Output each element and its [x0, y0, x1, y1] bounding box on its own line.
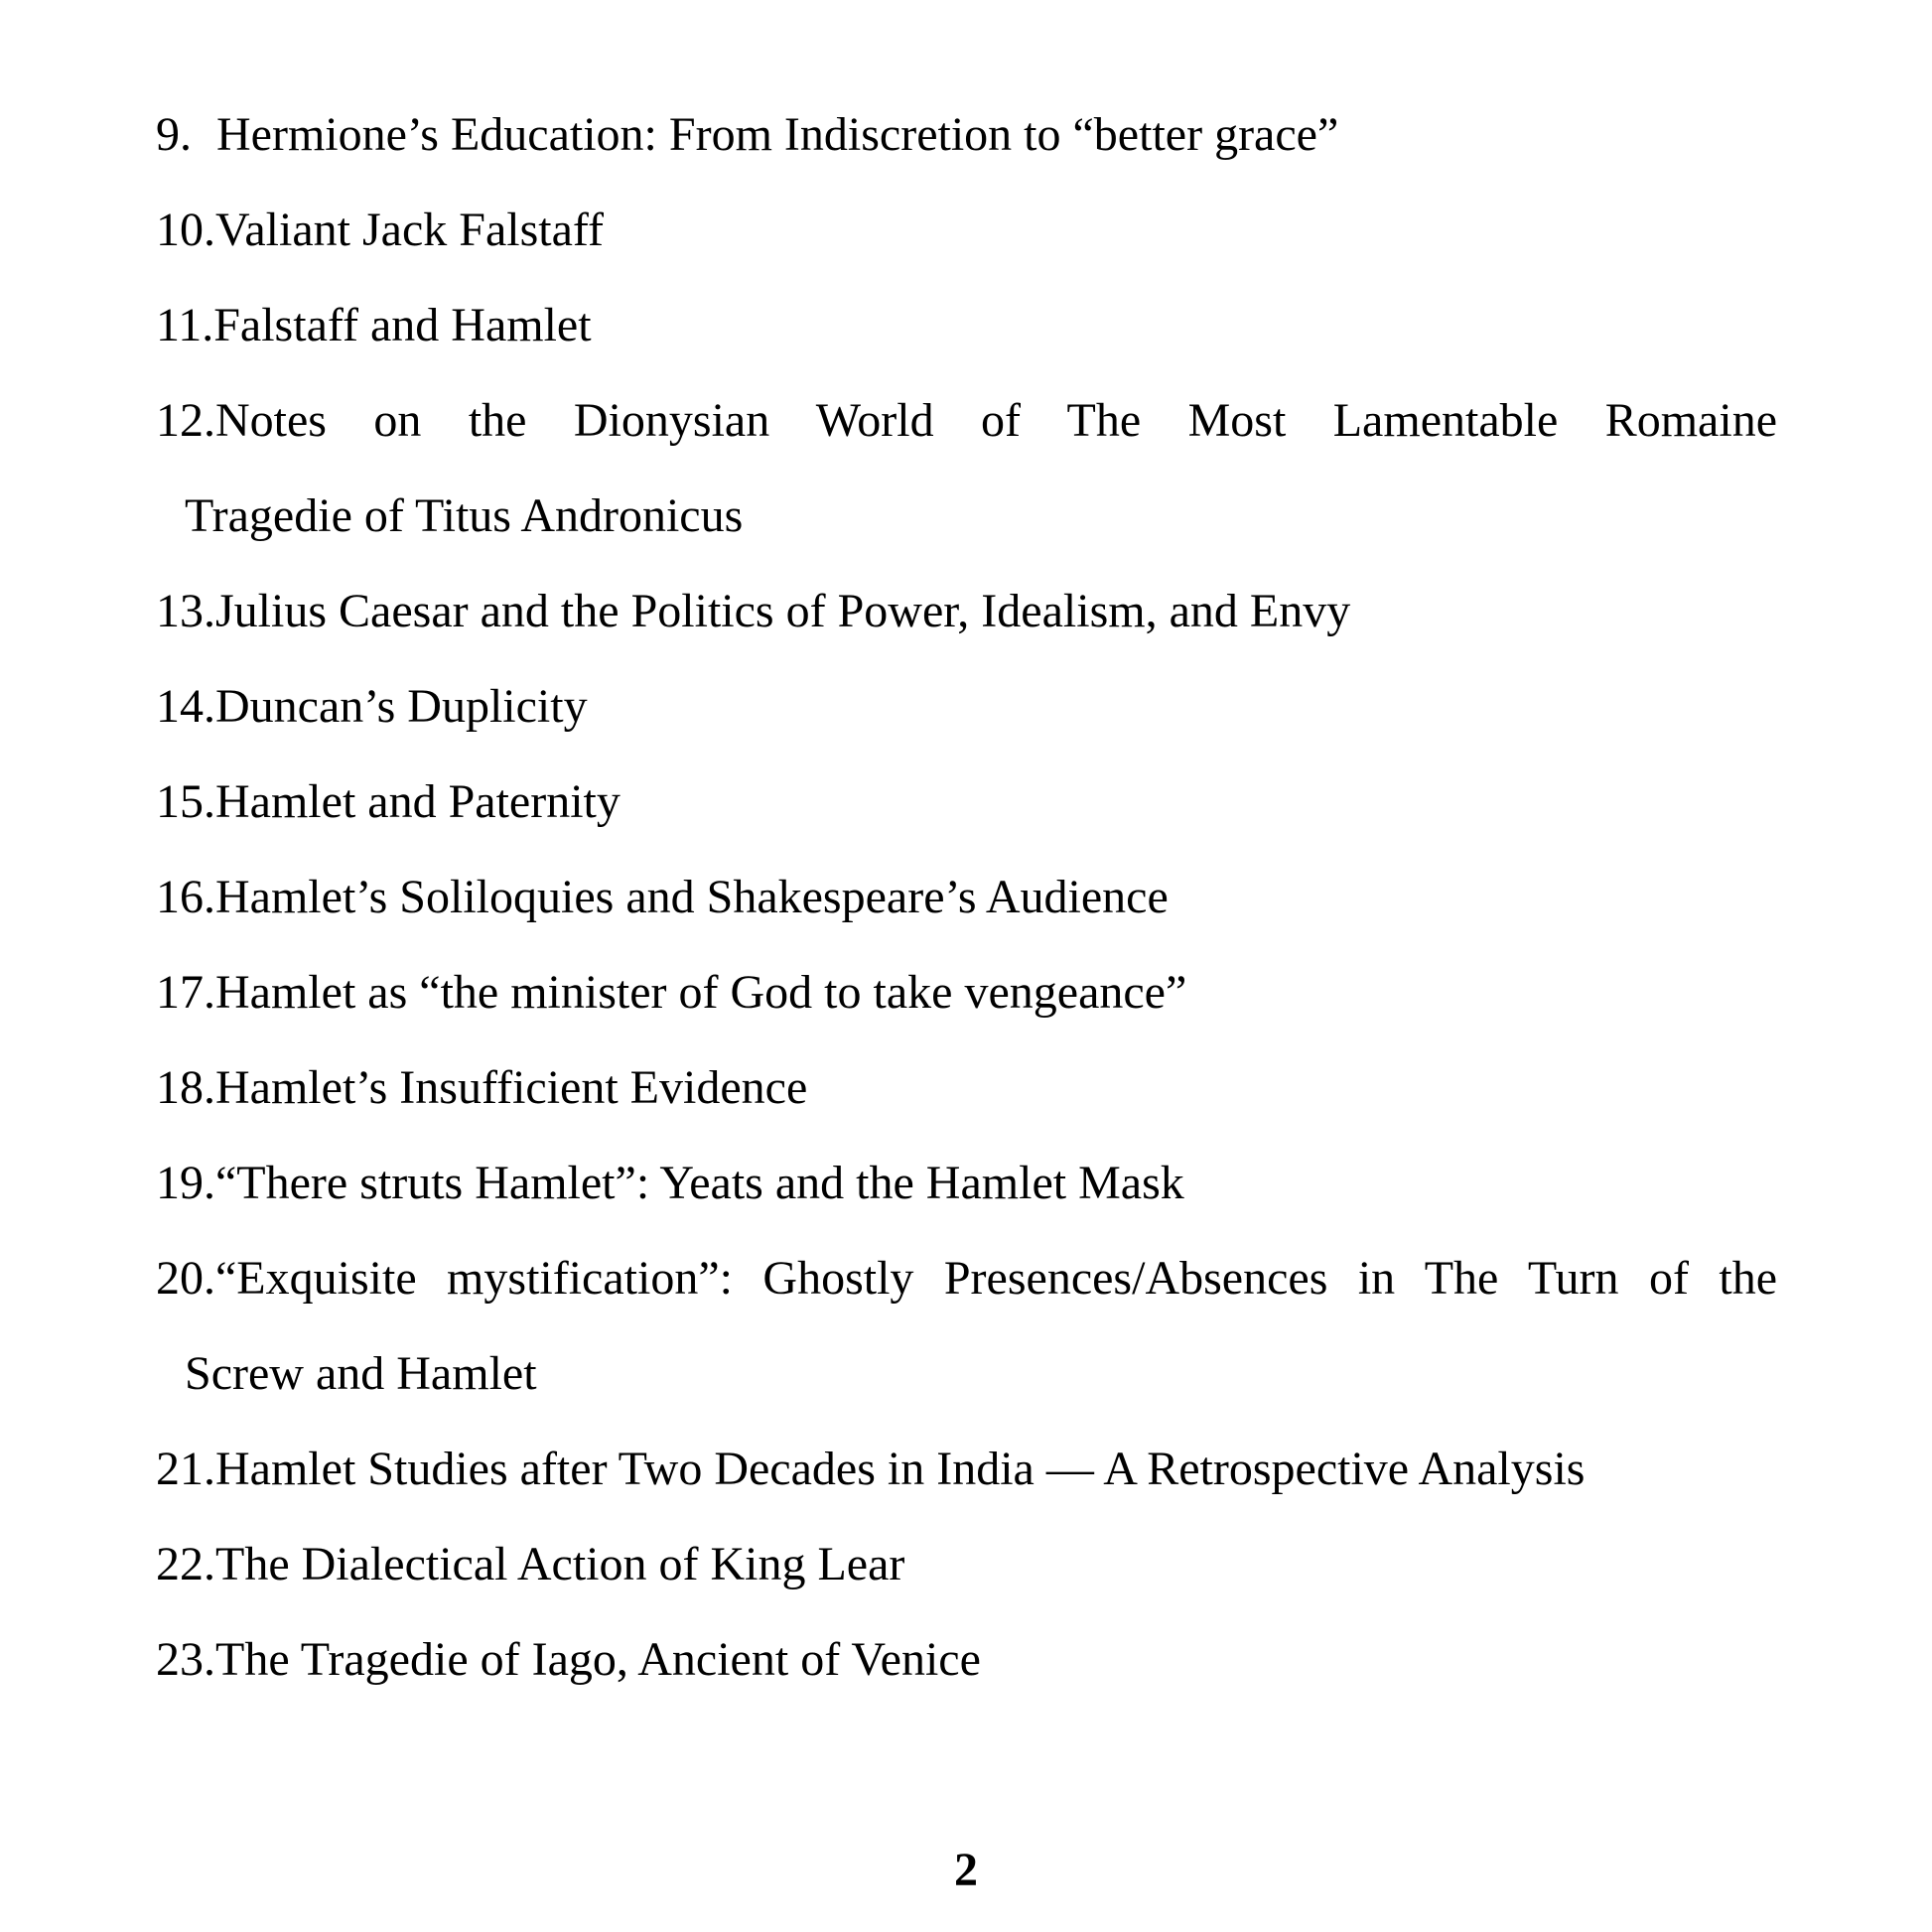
toc-item — [156, 850, 1777, 945]
toc-item — [156, 1231, 1777, 1422]
item-number: 21. — [156, 1443, 215, 1495]
item-text: Valiant Jack Falstaff — [215, 204, 605, 256]
item-line: Screw and Hamlet — [185, 1347, 537, 1400]
item-number: 14. — [156, 680, 215, 733]
item-number: 19. — [156, 1157, 215, 1209]
item-text: Hamlet’s Insufficient Evidence — [215, 1061, 808, 1114]
toc-item — [156, 1422, 1777, 1517]
item-text: Hamlet and Paternity — [215, 775, 621, 828]
item-line: Tragedie of Titus Andronicus — [185, 489, 744, 542]
toc-item — [156, 659, 1777, 755]
item-number: 11. — [156, 299, 214, 351]
item-text: Julius Caesar and the Politics of Power, Idealism, and Envy — [215, 585, 1351, 637]
item-text: Falstaff and Hamlet — [213, 299, 592, 351]
item-number: 15. — [156, 775, 215, 828]
item-text: Notes on the Dionysian World of The Most Lamentable Romaine — [215, 394, 1777, 447]
item-line — [156, 373, 1777, 469]
toc-item — [156, 373, 1777, 564]
item-number: 13. — [156, 585, 215, 637]
toc-item — [156, 87, 1777, 183]
item-text: The Dialectical Action of King Lear — [215, 1538, 905, 1590]
item-number: 23. — [156, 1633, 215, 1686]
toc-item — [156, 945, 1777, 1040]
item-number: 22. — [156, 1538, 215, 1590]
item-text: Hermione’s Education: From Indiscretion to “better grace” — [216, 108, 1339, 161]
item-text: Hamlet Studies after Two Decades in India — A Retrospective Analysis — [215, 1443, 1586, 1495]
page-number: 2 — [954, 1844, 978, 1896]
item-text: Duncan’s Duplicity — [215, 680, 588, 733]
item-text: Hamlet as “the minister of God to take vengeance” — [215, 966, 1187, 1019]
item-text: “Exquisite mystification”: Ghostly Presences/Absences in The Turn of the — [215, 1252, 1777, 1305]
item-number: 20. — [156, 1252, 215, 1305]
toc-item — [156, 564, 1777, 659]
item-number: 17. — [156, 966, 215, 1019]
toc-item — [156, 1136, 1777, 1231]
toc-item — [156, 1517, 1777, 1612]
item-number: 12. — [156, 394, 215, 447]
toc-item — [156, 278, 1777, 373]
toc-item — [156, 1612, 1777, 1708]
toc-item — [156, 183, 1777, 278]
item-text: Hamlet’s Soliloquies and Shakespeare’s Audience — [215, 871, 1169, 923]
item-number: 10. — [156, 204, 215, 256]
item-number: 18. — [156, 1061, 215, 1114]
item-number: 16. — [156, 871, 215, 923]
toc-item — [156, 1040, 1777, 1136]
item-number: 9. — [156, 108, 192, 161]
item-line — [156, 1231, 1777, 1326]
toc-item — [156, 755, 1777, 850]
item-text: The Tragedie of Iago, Ancient of Venice — [215, 1633, 981, 1686]
item-text: “There struts Hamlet”: Yeats and the Hamlet Mask — [215, 1157, 1184, 1209]
